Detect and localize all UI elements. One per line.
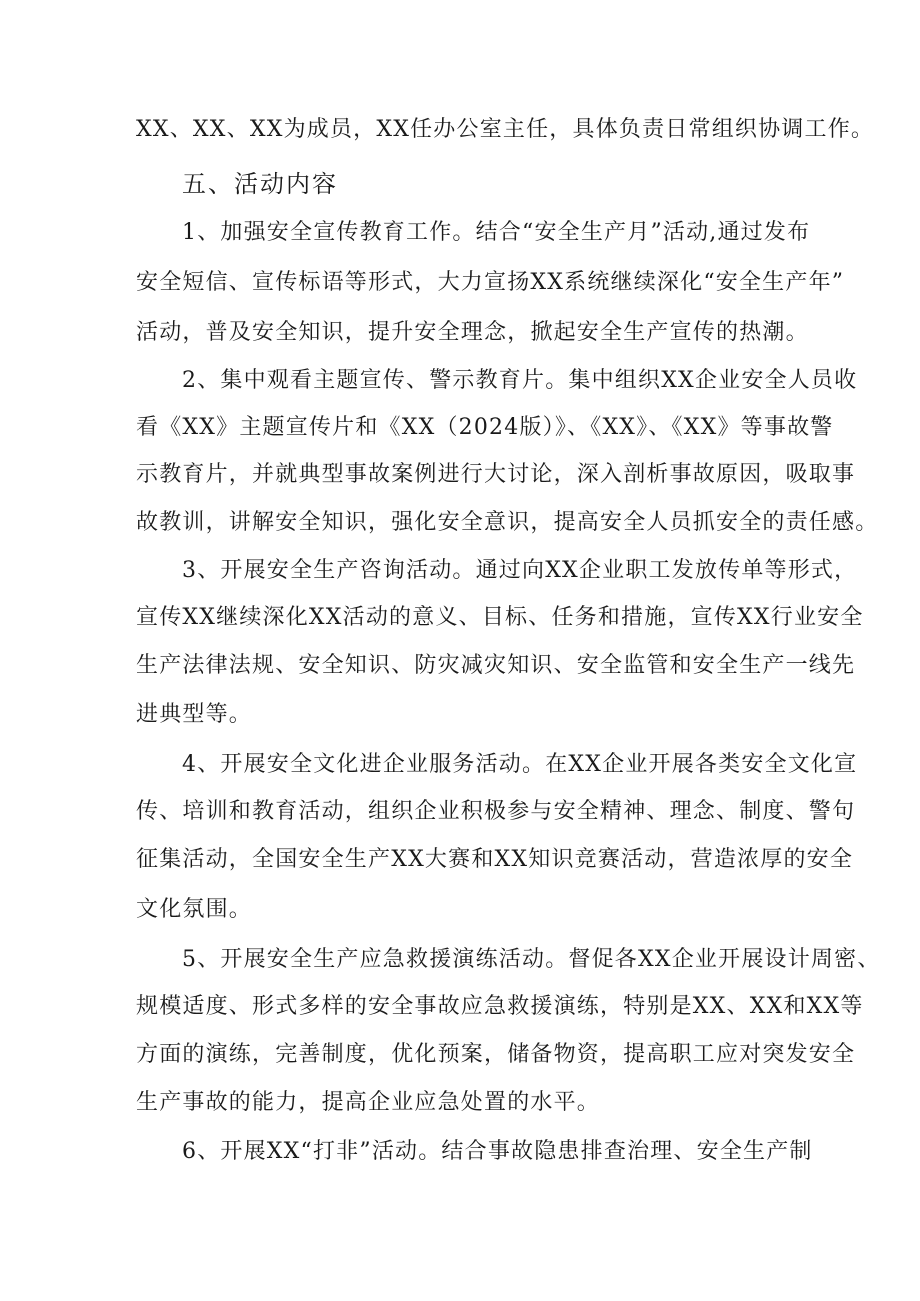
section-heading: 五、活动内容 bbox=[182, 170, 338, 198]
paragraph-5-line-4: 生产事故的能力，提高企业应急处置的水平。 bbox=[136, 1090, 601, 1115]
paragraph-5-line-2: 规模适度、形式多样的安全事故应急救援演练，特别是XX、XX和XX等 bbox=[136, 994, 864, 1019]
paragraph-3-line-3: 生产法律法规、安全知识、防灾减灾知识、安全监管和安全生产一线先 bbox=[136, 653, 856, 678]
paragraph-4-line-2: 传、培训和教育活动，组织企业积极参与安全精神、理念、制度、警句 bbox=[136, 799, 856, 824]
paragraph-3-line-2: 宣传XX继续深化XX活动的意义、目标、任务和措施，宣传XX行业安全 bbox=[136, 605, 864, 630]
paragraph-2-line-1: 2、集中观看主题宣传、警示教育片。集中组织XX企业安全人员收 bbox=[182, 368, 858, 393]
paragraph-5-line-3: 方面的演练，完善制度，优化预案，储备物资，提高职工应对突发安全 bbox=[136, 1042, 856, 1067]
paragraph-4-line-1: 4、开展安全文化进企业服务活动。在XX企业开展各类安全文化宣 bbox=[182, 752, 858, 777]
paragraph-2-line-2: 看《XX》主题宣传片和《XX（2024版）》、《XX》、《XX》等事故警 bbox=[136, 415, 834, 440]
paragraph-2-line-3: 示教育片，并就典型事故案例进行大讨论，深入剖析事故原因，吸取事 bbox=[136, 462, 856, 487]
paragraph-1-line-1: 1、加强安全宣传教育工作。结合“安全生产月”活动,通过发布 bbox=[182, 220, 811, 245]
paragraph-4-line-4: 文化氛围。 bbox=[136, 897, 253, 922]
paragraph-4-line-3: 征集活动，全国安全生产XX大赛和XX知识竞赛活动，营造浓厚的安全 bbox=[136, 847, 854, 872]
paragraph-5-line-1: 5、开展安全生产应急救援演练活动。督促各XX企业开展设计周密、 bbox=[182, 947, 881, 972]
paragraph-2-line-4: 故教训，讲解安全知识，强化安全意识，提高安全人员抓安全的责任感。 bbox=[136, 510, 879, 535]
paragraph-6-line-1: 6、开展XX“打非”活动。结合事故隐患排查治理、安全生产制 bbox=[182, 1139, 813, 1164]
paragraph-3-line-4: 进典型等。 bbox=[136, 702, 253, 727]
paragraph-1-line-3: 活动，普及安全知识，提升安全理念，掀起安全生产宣传的热潮。 bbox=[136, 320, 809, 345]
paragraph-1-line-2: 安全短信、宣传标语等形式，大力宣扬XX系统继续深化“安全生产年” bbox=[136, 270, 845, 295]
text-line: XX、XX、XX为成员，XX任办公室主任，具体负责日常组织协调工作。 bbox=[136, 117, 875, 142]
paragraph-3-line-1: 3、开展安全生产咨询活动。通过向XX企业职工发放传单等形式， bbox=[182, 558, 858, 583]
